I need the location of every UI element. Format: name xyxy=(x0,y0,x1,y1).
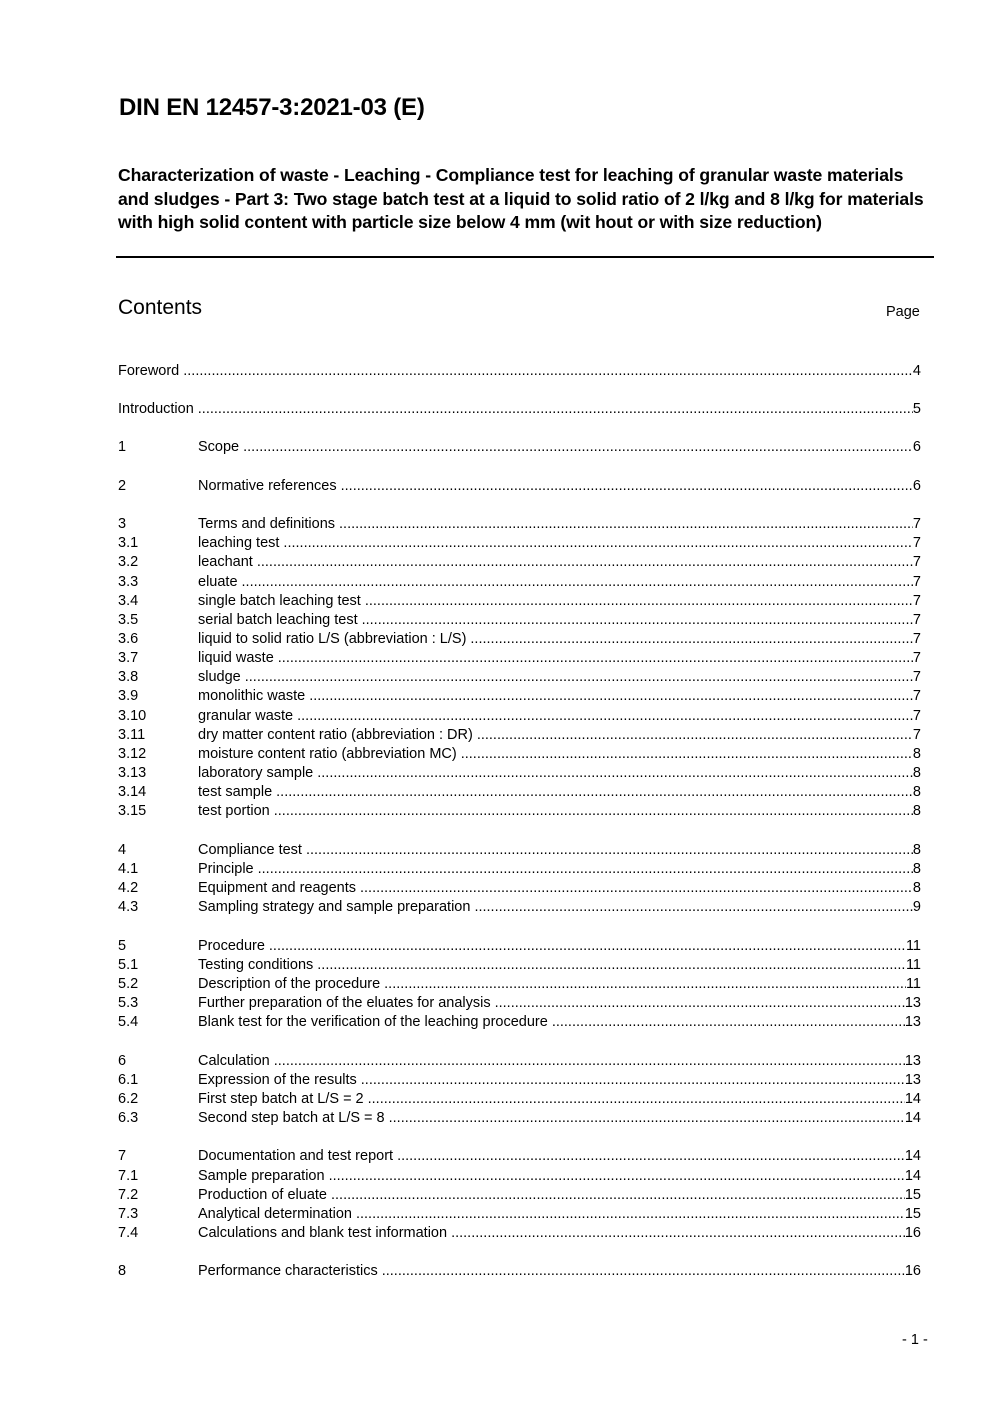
toc-entry[interactable] xyxy=(118,515,921,534)
toc-entry-number: 6.2 xyxy=(118,1091,139,1107)
toc-entry[interactable] xyxy=(118,592,921,611)
toc-entry-title: Introduction xyxy=(118,401,194,417)
toc-entry-title: Documentation and test report xyxy=(198,1148,394,1164)
toc-entry-title: liquid waste xyxy=(198,650,274,666)
toc-entry-title: Analytical determination xyxy=(198,1206,352,1222)
toc-entry[interactable] xyxy=(118,898,921,917)
toc-entry-number: 3.5 xyxy=(118,612,139,628)
toc-entry-title: Further preparation of the eluates for analysis xyxy=(198,995,491,1011)
toc-entry-number: 3.12 xyxy=(118,746,147,762)
toc-entry-page: 4 xyxy=(912,363,921,379)
toc-dot-leader xyxy=(309,687,913,706)
toc-entry-title: granular waste xyxy=(198,708,294,724)
toc-entry[interactable] xyxy=(118,841,921,860)
toc-entry-title: Equipment and reagents xyxy=(198,880,356,896)
toc-dot-leader xyxy=(258,860,913,879)
toc-entry-page: 7 xyxy=(912,650,921,666)
toc-entry[interactable] xyxy=(118,1167,921,1186)
toc-entry[interactable] xyxy=(118,534,921,553)
toc-dot-leader xyxy=(341,477,913,496)
toc-entry-title: test portion xyxy=(198,803,270,819)
toc-entry[interactable] xyxy=(118,1224,921,1243)
toc-entry-number: 3.7 xyxy=(118,650,139,666)
toc-entry[interactable] xyxy=(118,975,921,994)
toc-entry[interactable] xyxy=(118,707,921,726)
toc-entry-title: single batch leaching test xyxy=(198,593,361,609)
toc-dot-leader xyxy=(274,802,913,821)
toc-entry-page: 8 xyxy=(912,842,921,858)
toc-entry[interactable] xyxy=(118,879,921,898)
toc-entry-number: 7.4 xyxy=(118,1225,139,1241)
toc-entry[interactable] xyxy=(118,1090,921,1109)
toc-entry[interactable] xyxy=(118,1052,921,1071)
toc-entry-title: Production of eluate xyxy=(198,1187,327,1203)
toc-entry-page: 7 xyxy=(912,554,921,570)
toc-entry-number: 6.3 xyxy=(118,1110,139,1126)
toc-dot-leader xyxy=(362,611,913,630)
toc-entry-title: Sample preparation xyxy=(198,1168,325,1184)
toc-dot-leader xyxy=(276,783,913,802)
toc-entry[interactable] xyxy=(118,802,921,821)
toc-entry-number: 7.3 xyxy=(118,1206,139,1222)
toc-dot-leader xyxy=(329,1167,905,1186)
toc-entry-title: Calculations and blank test information xyxy=(198,1225,448,1241)
toc-entry-title: dry matter content ratio (abbreviation : DR) xyxy=(198,727,473,743)
toc-dot-leader xyxy=(365,592,913,611)
toc-entry-title: Foreword xyxy=(118,363,180,379)
toc-entry[interactable] xyxy=(118,553,921,572)
toc-entry-page: 16 xyxy=(904,1225,921,1241)
page-column-heading: Page xyxy=(886,304,920,320)
toc-entry-number: 3.10 xyxy=(118,708,147,724)
toc-entry-title: leachant xyxy=(198,554,253,570)
toc-entry[interactable] xyxy=(118,783,921,802)
toc-entry-number: 5.4 xyxy=(118,1014,139,1030)
toc-entry-number: 1 xyxy=(118,439,127,455)
toc-dot-leader xyxy=(474,898,912,917)
toc-entry-page: 13 xyxy=(904,995,921,1011)
toc-dot-leader xyxy=(361,1071,905,1090)
toc-entry[interactable] xyxy=(118,668,921,687)
toc-entry-title: Blank test for the verification of the leaching procedure xyxy=(198,1014,548,1030)
toc-entry[interactable] xyxy=(118,649,921,668)
toc-entry-number: 5.3 xyxy=(118,995,139,1011)
toc-entry-title: laboratory sample xyxy=(198,765,314,781)
toc-entry-number: 4 xyxy=(118,842,127,858)
toc-entry-number: 4.3 xyxy=(118,899,139,915)
toc-dot-leader xyxy=(283,534,913,553)
toc-dot-leader xyxy=(356,1205,905,1224)
toc-entry-title: moisture content ratio (abbreviation MC) xyxy=(198,746,457,762)
toc-dot-leader xyxy=(183,362,913,381)
toc-dot-leader xyxy=(245,668,913,687)
toc-entry-title: Calculation xyxy=(198,1053,270,1069)
toc-entry-title: Procedure xyxy=(198,938,265,954)
toc-entry-title: Expression of the results xyxy=(198,1072,357,1088)
toc-entry-page: 5 xyxy=(912,401,921,417)
toc-entry-number: 5 xyxy=(118,938,127,954)
title-divider xyxy=(116,256,934,258)
toc-entry[interactable] xyxy=(118,477,921,496)
toc-dot-leader xyxy=(495,994,905,1013)
toc-entry-title: First step batch at L/S = 2 xyxy=(198,1091,364,1107)
toc-entry-number: 3.2 xyxy=(118,554,139,570)
toc-entry[interactable] xyxy=(118,630,921,649)
toc-entry-title: Scope xyxy=(198,439,240,455)
contents-heading: Contents xyxy=(118,296,203,319)
toc-entry[interactable] xyxy=(118,573,921,592)
toc-entry-page: 8 xyxy=(912,765,921,781)
toc-entry-title: leaching test xyxy=(198,535,280,551)
toc-dot-leader xyxy=(278,649,913,668)
toc-entry[interactable] xyxy=(118,860,921,879)
toc-entry-page: 6 xyxy=(912,478,921,494)
toc-entry-page: 11 xyxy=(905,976,921,992)
toc-entry-number: 4.2 xyxy=(118,880,139,896)
toc-entry-page: 8 xyxy=(912,746,921,762)
toc-dot-leader xyxy=(243,438,913,457)
toc-entry-page: 7 xyxy=(912,727,921,743)
toc-entry[interactable] xyxy=(118,726,921,745)
toc-entry-number: 3.6 xyxy=(118,631,139,647)
toc-entry-title: Performance characteristics xyxy=(198,1263,378,1279)
toc-entry-number: 3.11 xyxy=(118,727,146,743)
toc-entry-page: 13 xyxy=(904,1014,921,1030)
toc-entry[interactable] xyxy=(118,956,921,975)
toc-entry-page: 7 xyxy=(912,669,921,685)
toc-entry-number: 3.13 xyxy=(118,765,147,781)
toc-entry[interactable] xyxy=(118,1071,921,1090)
toc-entry-number: 3.9 xyxy=(118,688,139,704)
toc-entry-page: 7 xyxy=(912,593,921,609)
toc-entry-number: 3.1 xyxy=(118,535,139,551)
toc-dot-leader xyxy=(451,1224,905,1243)
toc-entry-number: 3.8 xyxy=(118,669,139,685)
toc-entry-page: 13 xyxy=(904,1053,921,1069)
toc-entry-page: 14 xyxy=(904,1091,921,1107)
toc-entry-number: 5.1 xyxy=(118,957,139,973)
toc-dot-leader xyxy=(389,1109,905,1128)
toc-entry-page: 7 xyxy=(912,516,921,532)
toc-entry-title: eluate xyxy=(198,574,238,590)
toc-entry-page: 7 xyxy=(912,535,921,551)
toc-dot-leader xyxy=(397,1147,905,1166)
toc-entry-number: 6.1 xyxy=(118,1072,139,1088)
toc-entry-title: Compliance test xyxy=(198,842,302,858)
toc-entry[interactable] xyxy=(118,1262,921,1281)
toc-entry-page: 8 xyxy=(912,861,921,877)
toc-entry-title: Testing conditions xyxy=(198,957,314,973)
toc-entry-number: 3.3 xyxy=(118,574,139,590)
toc-entry-page: 8 xyxy=(912,803,921,819)
toc-dot-leader xyxy=(242,573,913,592)
toc-dot-leader xyxy=(470,630,913,649)
toc-entry-number: 3.4 xyxy=(118,593,139,609)
toc-entry[interactable] xyxy=(118,687,921,706)
toc-entry[interactable] xyxy=(118,1013,921,1032)
toc-entry[interactable] xyxy=(118,438,921,457)
toc-entry-page: 7 xyxy=(912,708,921,724)
toc-entry-number: 2 xyxy=(118,478,127,494)
toc-dot-leader xyxy=(306,841,913,860)
toc-dot-leader xyxy=(269,937,906,956)
toc-entry-title: Description of the procedure xyxy=(198,976,381,992)
toc-entry[interactable] xyxy=(118,1147,921,1166)
toc-entry-page: 7 xyxy=(912,631,921,647)
toc-dot-leader xyxy=(317,764,913,783)
page-number: - 1 - xyxy=(902,1332,928,1348)
toc-dot-leader xyxy=(477,726,913,745)
toc-entry[interactable] xyxy=(118,1186,921,1205)
toc-entry-number: 6 xyxy=(118,1053,127,1069)
toc-entry-title: monolithic waste xyxy=(198,688,306,704)
toc-entry-number: 8 xyxy=(118,1263,127,1279)
toc-entry[interactable] xyxy=(118,1109,921,1128)
toc-dot-leader xyxy=(331,1186,905,1205)
toc-entry[interactable] xyxy=(118,611,921,630)
toc-entry[interactable] xyxy=(118,745,921,764)
toc-entry-page: 16 xyxy=(904,1263,921,1279)
toc-entry-page: 15 xyxy=(904,1206,921,1222)
toc-entry-page: 13 xyxy=(904,1072,921,1088)
toc-dot-leader xyxy=(198,400,913,419)
toc-dot-leader xyxy=(360,879,913,898)
toc-entry-number: 3 xyxy=(118,516,127,532)
toc-entry-page: 14 xyxy=(904,1110,921,1126)
toc-entry-title: Second step batch at L/S = 8 xyxy=(198,1110,385,1126)
toc-entry-number: 7.1 xyxy=(118,1168,139,1184)
toc-entry-page: 8 xyxy=(912,784,921,800)
toc-entry-page: 14 xyxy=(904,1168,921,1184)
toc-entry-number: 3.14 xyxy=(118,784,147,800)
toc-entry[interactable] xyxy=(118,764,921,783)
toc-dot-leader xyxy=(274,1052,905,1071)
toc-dot-leader xyxy=(382,1262,905,1281)
toc-dot-leader xyxy=(384,975,906,994)
toc-dot-leader xyxy=(552,1013,905,1032)
document-title: Characterization of waste - Leaching - Compliance test for leaching of granular waste materials and sludges - Part 3: Two stage batch test at a liquid to solid ratio of 2 l/kg and 8 l/kg for materials with high solid content with particle size below 4 mm (wit hout or with size reduction) xyxy=(118,165,924,232)
toc-entry-number: 5.2 xyxy=(118,976,139,992)
toc-entry-page: 6 xyxy=(912,439,921,455)
toc-entry-number: 7.2 xyxy=(118,1187,139,1203)
toc-entry-title: sludge xyxy=(198,669,241,685)
toc-entry-title: Principle xyxy=(198,861,254,877)
document-id: DIN EN 12457-3:2021-03 (E) xyxy=(119,94,425,121)
toc-entry-page: 11 xyxy=(905,957,921,973)
toc-entry-title: Sampling strategy and sample preparation xyxy=(198,899,471,915)
toc-entry[interactable] xyxy=(118,400,921,419)
toc-entry-page: 7 xyxy=(912,688,921,704)
toc-dot-leader xyxy=(339,515,913,534)
toc-dot-leader xyxy=(461,745,913,764)
toc-entry-title: liquid to solid ratio L/S (abbreviation : L/S) xyxy=(198,631,467,647)
toc-entry-page: 7 xyxy=(912,612,921,628)
toc-entry-number: 4.1 xyxy=(118,861,139,877)
toc-entry-page: 7 xyxy=(912,574,921,590)
toc-entry[interactable] xyxy=(118,994,921,1013)
toc-entry-page: 8 xyxy=(912,880,921,896)
toc-dot-leader xyxy=(317,956,906,975)
toc-entry[interactable] xyxy=(118,1205,921,1224)
toc-entry-number: 7 xyxy=(118,1148,127,1164)
toc-entry-page: 11 xyxy=(905,938,921,954)
toc-entry[interactable] xyxy=(118,937,921,956)
toc-entry-page: 14 xyxy=(904,1148,921,1164)
toc-dot-leader xyxy=(368,1090,905,1109)
toc-entry-page: 15 xyxy=(904,1187,921,1203)
toc-dot-leader xyxy=(257,553,913,572)
toc-entry[interactable] xyxy=(118,362,921,381)
toc-entry-title: serial batch leaching test xyxy=(198,612,358,628)
toc-dot-leader xyxy=(297,707,913,726)
toc-entry-title: Terms and definitions xyxy=(198,516,336,532)
toc-entry-title: test sample xyxy=(198,784,273,800)
toc-entry-title: Normative references xyxy=(198,478,337,494)
toc-entry-number: 3.15 xyxy=(118,803,147,819)
toc-entry-page: 9 xyxy=(912,899,921,915)
